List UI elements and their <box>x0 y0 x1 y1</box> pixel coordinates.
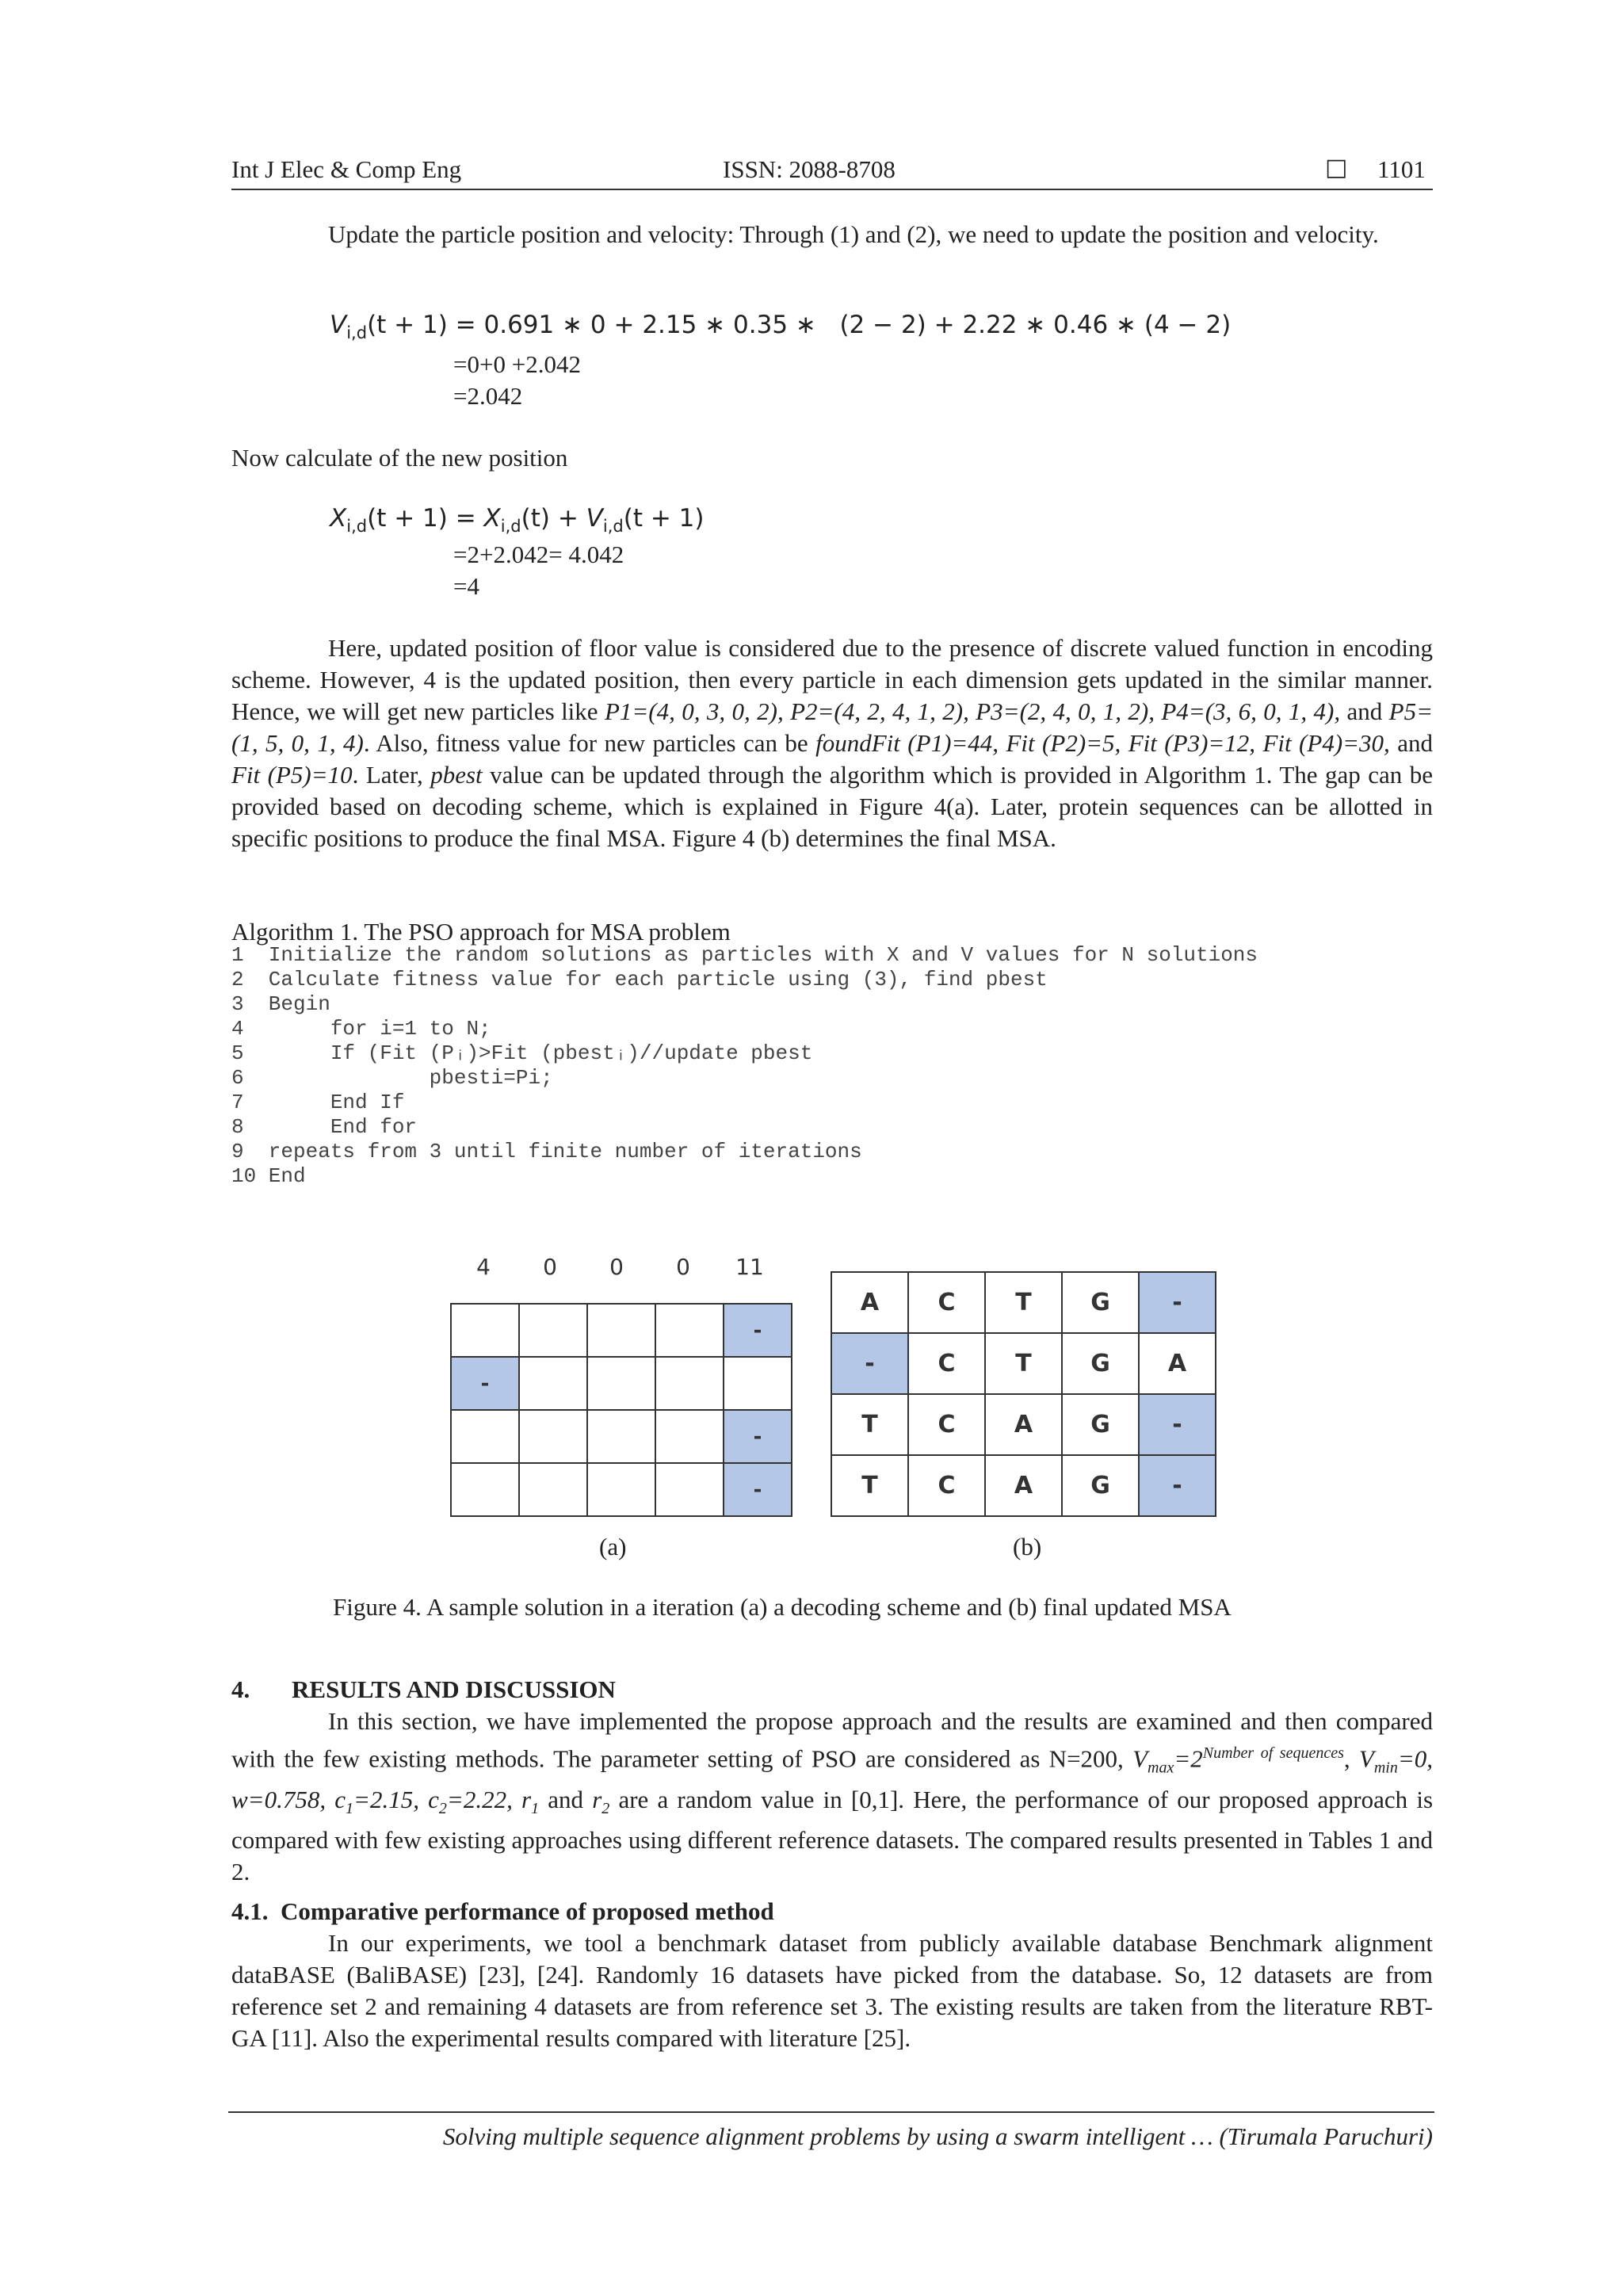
figure-caption: Figure 4. A sample solution in a iteration (a) a decoding scheme and (b) final updated MSA <box>333 1593 1232 1621</box>
msa-grid <box>831 1271 1216 1517</box>
decoding-label: 0 <box>676 1254 690 1280</box>
subsection-title: 4.1. Comparative performance of proposed method <box>231 1897 774 1925</box>
gap-cell: - <box>1139 1455 1216 1516</box>
position-step-3: =4 <box>453 572 479 600</box>
grid-cell: A <box>985 1394 1062 1455</box>
velocity-step-3: =2.042 <box>453 382 523 410</box>
velocity-equation: $V_{i,d}(t + 1) = 0.691$ ∗ 0 + 2.15 ∗ 0.35 ∗ (2 − 2) + 2.22 ∗ 0.46 ∗ (4 − 2) <box>330 311 1232 343</box>
gap-cell: - <box>724 1304 792 1357</box>
grid-cell: G <box>1062 1272 1139 1333</box>
grid-cell <box>655 1304 724 1357</box>
issn: ISSN: 2088-8708 <box>723 155 896 183</box>
grid-cell: T <box>831 1394 908 1455</box>
grid-row <box>831 1333 1216 1394</box>
grid-row <box>451 1463 792 1516</box>
page-number: 1101 <box>1377 155 1426 183</box>
gap-cell: - <box>1139 1394 1216 1455</box>
grid-row <box>451 1357 792 1410</box>
grid-cell: A <box>1139 1333 1216 1394</box>
grid-cell <box>519 1463 587 1516</box>
subfigure-a-label: (a) <box>599 1533 627 1561</box>
gap-cell: - <box>831 1333 908 1394</box>
grid-cell <box>451 1304 519 1357</box>
algorithm-title: Algorithm 1. The PSO approach for MSA problem <box>231 918 731 946</box>
code-line: 3 Begin <box>231 992 330 1016</box>
decoding-label: 0 <box>609 1254 624 1280</box>
grid-row <box>451 1410 792 1463</box>
grid-cell <box>587 1410 655 1463</box>
grid-cell <box>519 1410 587 1463</box>
grid-row <box>831 1394 1216 1455</box>
section41-paragraph: In our experiments, we tool a benchmark dataset from publicly available database Benchmark alignment dataBASE (BaliBASE) [23], [24]. Randomly 16 datasets have picked from the database. So, 12 datasets are from reference set 2 and remaining 4 datasets are from reference set 3. The existing results are taken from the literature RBT-GA [11]. Also the experimental results compared with literature [25]. <box>231 1929 1433 2052</box>
gap-cell: - <box>724 1463 792 1516</box>
code-line: 9 repeats from 3 until finite number of iterations <box>231 1140 862 1163</box>
algorithm-code <box>231 943 1258 1189</box>
grid-cell: C <box>908 1272 985 1333</box>
code-line: 8 End for <box>231 1115 418 1139</box>
grid-cell <box>519 1357 587 1410</box>
header-rule <box>231 189 1433 190</box>
decoding-label: 4 <box>476 1254 491 1280</box>
code-line: 5 If (Fit (Pᵢ)>Fit (pbestᵢ)//update pbest <box>231 1041 813 1065</box>
intro-paragraph: Update the particle position and velocity: Through (1) and (2), we need to update the position and velocity. <box>328 220 1379 248</box>
subfigure-b-label: (b) <box>1013 1533 1042 1561</box>
section4-paragraph: In this section, we have implemented the propose approach and the results are examined and then compared with the few existing methods. The parameter setting of PSO are considered as N=200, $V_{max}=2^{Number of sequences}$, $V_{min}=0$, w=0.758, $c_1=2.15$, $c_2=2.22$, $r_1$ and $r_2$ are a random value in [0,1]. Here, the performance of our proposed approach is compared with few existing approaches using different reference datasets. The compared results presented in Tables 1 and 2. <box>231 1707 1434 1885</box>
gap-cell: - <box>1139 1272 1216 1333</box>
velocity-step-2: =0+0 +2.042 <box>453 350 581 378</box>
grid-cell <box>587 1463 655 1516</box>
grid-cell: A <box>985 1455 1062 1516</box>
grid-cell <box>451 1410 519 1463</box>
grid-cell <box>655 1357 724 1410</box>
footer-rule <box>228 2111 1434 2113</box>
grid-cell: T <box>985 1333 1062 1394</box>
code-line: 1 Initialize the random solutions as particles with X and V values for N solutions <box>231 943 1258 967</box>
journal-name: Int J Elec & Comp Eng <box>231 155 462 183</box>
position-step-2: =2+2.042= 4.042 <box>453 541 624 568</box>
code-line: 4 for i=1 to N; <box>231 1017 491 1041</box>
section-number: 4. <box>231 1675 250 1703</box>
grid-row <box>451 1304 792 1357</box>
grid-cell: T <box>985 1272 1062 1333</box>
grid-row <box>831 1272 1216 1333</box>
grid-cell: C <box>908 1394 985 1455</box>
grid-cell: G <box>1062 1333 1139 1394</box>
grid-cell: A <box>831 1272 908 1333</box>
box-icon: □ <box>1325 154 1348 181</box>
gap-cell: - <box>451 1357 519 1410</box>
grid-cell <box>587 1304 655 1357</box>
position-equation: $X_{i,d}(t + 1) = X_{i,d}(t) + V_{i,d}(t + 1)$ <box>330 504 705 537</box>
grid-cell <box>519 1304 587 1357</box>
code-line: 7 End If <box>231 1091 405 1114</box>
grid-cell <box>587 1357 655 1410</box>
code-line: 6 pbesti=Pi; <box>231 1066 553 1090</box>
grid-row <box>831 1455 1216 1516</box>
grid-cell <box>655 1410 724 1463</box>
grid-cell <box>724 1357 792 1410</box>
decoding-grid <box>450 1303 792 1517</box>
gap-cell: - <box>724 1410 792 1463</box>
running-footer: Solving multiple sequence alignment problems by using a swarm intelligent … (Tirumala Paruchuri) <box>442 2122 1433 2150</box>
code-line: 2 Calculate fitness value for each particle using (3), find pbest <box>231 968 1048 991</box>
grid-cell <box>451 1463 519 1516</box>
grid-cell <box>655 1463 724 1516</box>
section-title: RESULTS AND DISCUSSION <box>292 1675 616 1703</box>
grid-cell: C <box>908 1333 985 1394</box>
position-intro: Now calculate of the new position <box>231 444 568 472</box>
grid-cell: G <box>1062 1394 1139 1455</box>
body-paragraph: Here, updated position of floor value is considered due to the presence of discrete valued function in encoding scheme. However, 4 is the updated position, then every particle in each dimension gets updated in the similar manner. Hence, we will get new particles like P1=(4, 0, 3, 0, 2), P2=(4, 2, 4, 1, 2), P3=(2, 4, 0, 1, 2), P4=(3, 6, 0, 1, 4), and P5=(1, 5, 0, 1, 4). Also, fitness value for new particles can be foundFit (P1)=44, Fit (P2)=5, Fit (P3)=12, Fit (P4)=30, and Fit (P5)=10. Later, pbest value can be updated through the algorithm which is provided in Algorithm 1. The gap can be provided based on decoding scheme, which is explained in Figure 4(a). Later, protein sequences can be allotted in specific positions to produce the final MSA. Figure 4 (b) determines the final MSA. <box>231 634 1433 852</box>
grid-cell: C <box>908 1455 985 1516</box>
decoding-label: 11 <box>735 1254 764 1280</box>
decoding-label: 0 <box>543 1254 557 1280</box>
grid-cell: T <box>831 1455 908 1516</box>
grid-cell: G <box>1062 1455 1139 1516</box>
code-line: 10 End <box>231 1164 306 1188</box>
